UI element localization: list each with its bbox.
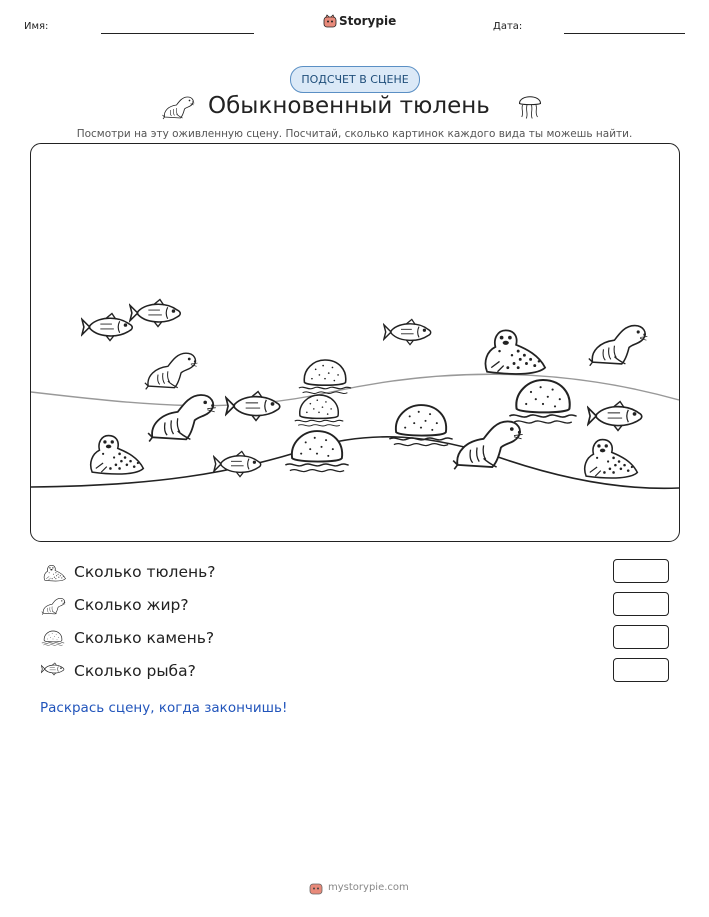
footer-site: mystorypie.com	[328, 882, 409, 893]
question-fish: Сколько рыба?	[74, 662, 196, 680]
jellyfish-title-icon	[515, 90, 545, 120]
seal-pup-icon	[41, 561, 67, 583]
blubber-seal-icon	[41, 594, 67, 616]
seal-pup-icon	[91, 436, 144, 474]
fish-icon	[130, 299, 180, 326]
blubber-seal-icon	[148, 395, 216, 442]
storypie-logo-icon	[323, 13, 337, 27]
answer-box-blubber[interactable]	[613, 592, 669, 616]
question-rock: Сколько камень?	[74, 629, 215, 647]
counting-scene	[30, 143, 680, 542]
blubber-seal-icon	[145, 353, 198, 389]
fish-icon	[588, 402, 642, 431]
blubber-seal-icon	[589, 326, 648, 366]
storypie-footer-logo-icon	[309, 880, 323, 894]
rock-icon	[299, 360, 351, 393]
fish-icon	[384, 319, 431, 344]
seal-pup-icon	[585, 440, 638, 478]
rock-icon	[285, 431, 348, 472]
seal-pup-icon	[485, 330, 545, 374]
scene-drawing	[31, 144, 679, 541]
name-line[interactable]	[101, 33, 254, 34]
page-title: Обыкновенный тюлень	[208, 93, 490, 119]
coloring-note: Раскрась сцену, когда закончишь!	[40, 700, 288, 716]
water-line	[31, 374, 679, 405]
activity-badge: ПОДСЧЕТ В СЦЕНЕ	[290, 66, 420, 93]
answer-box-seal[interactable]	[613, 559, 669, 583]
date-line[interactable]	[564, 33, 685, 34]
date-label: Дата:	[493, 21, 523, 32]
seal-title-icon	[161, 92, 197, 120]
rock-icon	[389, 405, 452, 446]
fish-icon	[226, 392, 280, 421]
rock-icon	[509, 380, 576, 423]
brand-name: Storypie	[339, 14, 397, 28]
question-seal: Сколько тюлень?	[74, 563, 216, 581]
name-label: Имя:	[24, 21, 49, 32]
instructions: Посмотри на эту оживленную сцену. Посчитай, сколько картинок каждого вида ты можешь найти.	[76, 128, 633, 140]
answer-box-fish[interactable]	[613, 658, 669, 682]
rock-icon	[295, 395, 344, 426]
fish-icon	[41, 661, 67, 677]
fish-icon	[214, 451, 261, 476]
question-blubber: Сколько жир?	[74, 596, 189, 614]
rock-icon	[41, 627, 65, 647]
answer-box-rock[interactable]	[613, 625, 669, 649]
fish-icon	[82, 313, 132, 340]
